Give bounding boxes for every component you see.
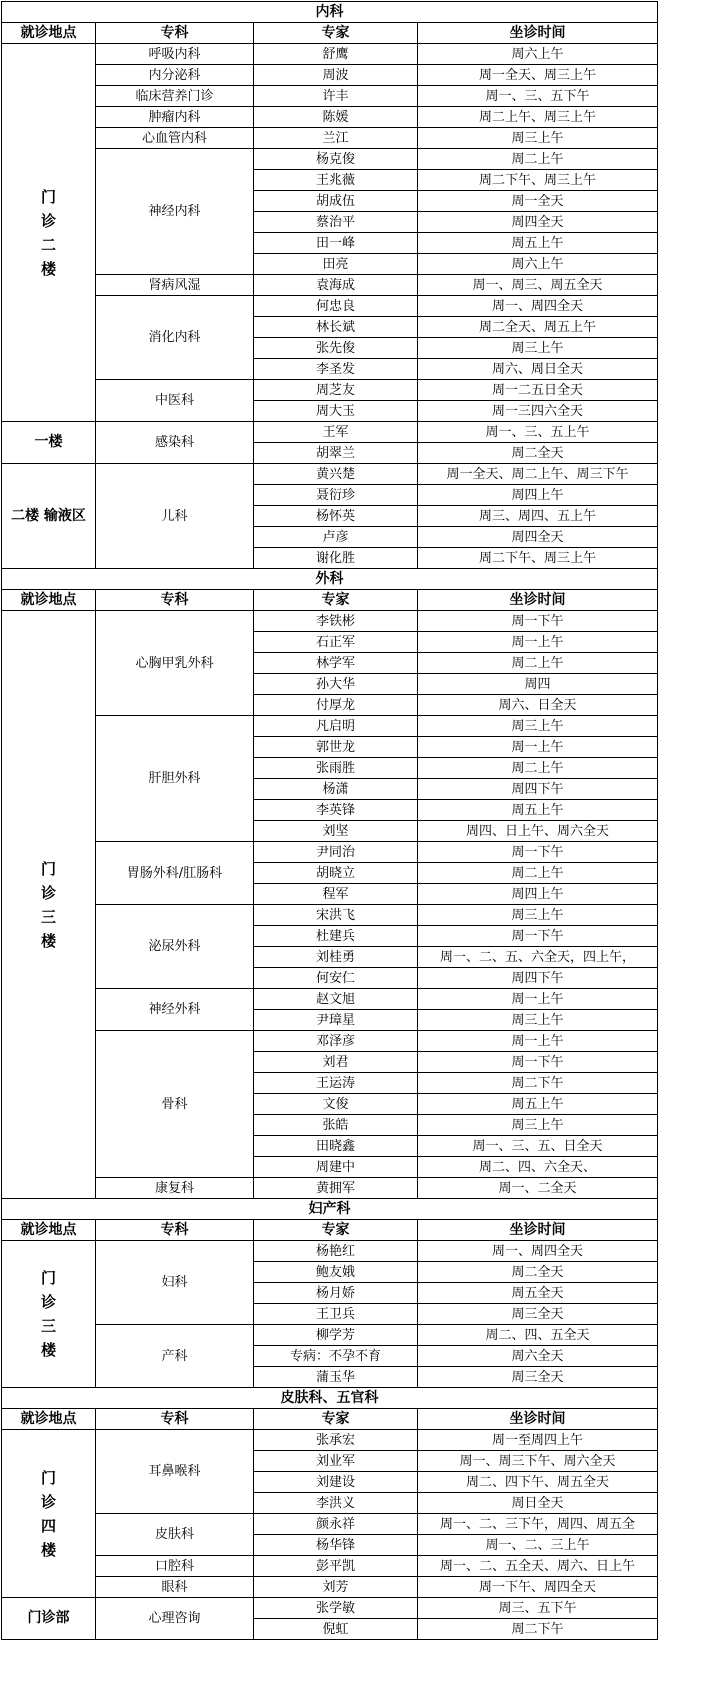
time-cell: 周五全天 (418, 1283, 658, 1304)
location-cell: 一楼 (2, 422, 96, 464)
column-header-specialty: 专科 (96, 1220, 254, 1241)
location-cell: 门 诊 三 楼 (2, 611, 96, 1199)
specialty-cell: 肿瘤内科 (96, 107, 254, 128)
time-cell: 周一、周四全天 (418, 296, 658, 317)
time-cell: 周三上午 (418, 128, 658, 149)
time-cell: 周六上午 (418, 254, 658, 275)
expert-cell: 周芝友 (254, 380, 418, 401)
time-cell: 周一上午 (418, 632, 658, 653)
expert-cell: 张学敏 (254, 1598, 418, 1619)
specialty-cell: 肝胆外科 (96, 716, 254, 842)
time-cell: 周日全天 (418, 1493, 658, 1514)
time-cell: 周三上午 (418, 338, 658, 359)
location-cell: 门 诊 四 楼 (2, 1430, 96, 1598)
time-cell: 周五上午 (418, 1094, 658, 1115)
column-header-specialty: 专科 (96, 590, 254, 611)
column-header-expert: 专家 (254, 23, 418, 44)
specialty-cell: 骨科 (96, 1031, 254, 1178)
expert-cell: 李英锋 (254, 800, 418, 821)
expert-cell: 周建中 (254, 1157, 418, 1178)
section-title: 外科 (2, 569, 658, 590)
time-cell: 周二上午、周三上午 (418, 107, 658, 128)
location-cell: 二楼 输液区 (2, 464, 96, 569)
time-cell: 周一上午 (418, 1031, 658, 1052)
expert-cell: 杨月娇 (254, 1283, 418, 1304)
time-cell: 周二、四下午、周五全天 (418, 1472, 658, 1493)
specialty-cell: 感染科 (96, 422, 254, 464)
column-header-specialty: 专科 (96, 23, 254, 44)
expert-cell: 郭世龙 (254, 737, 418, 758)
expert-cell: 王兆薇 (254, 170, 418, 191)
column-header-row (2, 590, 658, 611)
specialty-cell: 消化内科 (96, 296, 254, 380)
time-cell: 周四全天 (418, 527, 658, 548)
column-header-location: 就诊地点 (2, 23, 96, 44)
table-row (2, 842, 658, 863)
specialty-cell: 妇科 (96, 1241, 254, 1325)
specialty-cell: 呼吸内科 (96, 44, 254, 65)
time-cell: 周一、三、五、日全天 (418, 1136, 658, 1157)
time-cell: 周一全天、周三上午 (418, 65, 658, 86)
table-row (2, 611, 658, 632)
expert-cell: 刘芳 (254, 1577, 418, 1598)
specialty-cell: 胃肠外科/肛肠科 (96, 842, 254, 905)
time-cell: 周三上午 (418, 1115, 658, 1136)
expert-cell: 王卫兵 (254, 1304, 418, 1325)
expert-cell: 袁海成 (254, 275, 418, 296)
expert-cell: 颜永祥 (254, 1514, 418, 1535)
expert-cell: 何忠良 (254, 296, 418, 317)
expert-cell: 彭平凯 (254, 1556, 418, 1577)
time-cell: 周二上午 (418, 149, 658, 170)
time-cell: 周二下午、周三上午 (418, 548, 658, 569)
specialty-cell: 康复科 (96, 1178, 254, 1199)
expert-cell: 文俊 (254, 1094, 418, 1115)
time-cell: 周一全天、周二上午、周三下午 (418, 464, 658, 485)
expert-cell: 刘业军 (254, 1451, 418, 1472)
column-header-expert: 专家 (254, 590, 418, 611)
expert-cell: 杨怀英 (254, 506, 418, 527)
table-row (2, 905, 658, 926)
table-row (2, 380, 658, 401)
time-cell: 周五上午 (418, 800, 658, 821)
time-cell: 周四全天 (418, 212, 658, 233)
time-cell: 周三上午 (418, 1010, 658, 1031)
time-cell: 周二全天、周五上午 (418, 317, 658, 338)
column-header-row (2, 1220, 658, 1241)
expert-cell: 胡翠兰 (254, 443, 418, 464)
specialty-cell: 肾病风湿 (96, 275, 254, 296)
specialty-cell: 内分泌科 (96, 65, 254, 86)
expert-cell: 田一峰 (254, 233, 418, 254)
expert-cell: 谢化胜 (254, 548, 418, 569)
expert-cell: 杨潇 (254, 779, 418, 800)
column-header-row (2, 23, 658, 44)
table-row (2, 149, 658, 170)
time-cell: 周六上午 (418, 44, 658, 65)
time-cell: 周一、二、五全天、周六、日上午 (418, 1556, 658, 1577)
specialty-cell: 泌尿外科 (96, 905, 254, 989)
time-cell: 周二、四、五全天 (418, 1325, 658, 1346)
expert-cell: 兰江 (254, 128, 418, 149)
expert-cell: 陈媛 (254, 107, 418, 128)
specialty-cell: 产科 (96, 1325, 254, 1388)
expert-cell: 杨艳红 (254, 1241, 418, 1262)
time-cell: 周二下午 (418, 1073, 658, 1094)
expert-cell: 李铁彬 (254, 611, 418, 632)
expert-cell: 赵文旭 (254, 989, 418, 1010)
table-row (2, 1556, 658, 1577)
specialty-cell: 耳鼻喉科 (96, 1430, 254, 1514)
time-cell: 周一下午 (418, 611, 658, 632)
expert-cell: 张皓 (254, 1115, 418, 1136)
specialty-cell: 心血管内科 (96, 128, 254, 149)
expert-cell: 杨克俊 (254, 149, 418, 170)
expert-cell: 舒鹰 (254, 44, 418, 65)
section-header-row (2, 1388, 658, 1409)
column-header-time: 坐诊时间 (418, 590, 658, 611)
specialty-cell: 皮肤科 (96, 1514, 254, 1556)
schedule-table (1, 1, 658, 1640)
time-cell: 周四上午 (418, 884, 658, 905)
time-cell: 周四下午 (418, 779, 658, 800)
specialty-cell: 神经外科 (96, 989, 254, 1031)
table-row (2, 1178, 658, 1199)
expert-cell: 李圣发 (254, 359, 418, 380)
section-header-row (2, 1199, 658, 1220)
section-header-row (2, 569, 658, 590)
time-cell: 周三、周四、五上午 (418, 506, 658, 527)
specialty-cell: 临床营养门诊 (96, 86, 254, 107)
expert-cell: 刘君 (254, 1052, 418, 1073)
time-cell: 周一、三、五上午 (418, 422, 658, 443)
expert-cell: 刘建设 (254, 1472, 418, 1493)
column-header-time: 坐诊时间 (418, 23, 658, 44)
specialty-cell: 神经内科 (96, 149, 254, 275)
table-row (2, 1325, 658, 1346)
expert-cell: 聂衍珍 (254, 485, 418, 506)
expert-cell: 胡成伍 (254, 191, 418, 212)
expert-cell: 鲍友娥 (254, 1262, 418, 1283)
expert-cell: 周大玉 (254, 401, 418, 422)
time-cell: 周四 (418, 674, 658, 695)
specialty-cell: 心理咨询 (96, 1598, 254, 1640)
specialty-cell: 中医科 (96, 380, 254, 422)
specialty-cell: 儿科 (96, 464, 254, 569)
table-row (2, 422, 658, 443)
expert-cell: 倪虹 (254, 1619, 418, 1640)
time-cell: 周三上午 (418, 905, 658, 926)
expert-cell: 王运涛 (254, 1073, 418, 1094)
table-row (2, 464, 658, 485)
section-title: 皮肤科、五官科 (2, 1388, 658, 1409)
expert-cell: 尹同治 (254, 842, 418, 863)
expert-cell: 林长斌 (254, 317, 418, 338)
time-cell: 周一、二、三下午，周四、周五全 (418, 1514, 658, 1535)
section-header-row (2, 2, 658, 23)
time-cell: 周二下午 (418, 1619, 658, 1640)
expert-cell: 何安仁 (254, 968, 418, 989)
time-cell: 周四上午 (418, 485, 658, 506)
expert-cell: 宋洪飞 (254, 905, 418, 926)
time-cell: 周四下午 (418, 968, 658, 989)
expert-cell: 杜建兵 (254, 926, 418, 947)
expert-cell: 尹璋星 (254, 1010, 418, 1031)
expert-cell: 许丰 (254, 86, 418, 107)
expert-cell: 刘桂勇 (254, 947, 418, 968)
time-cell: 周三全天 (418, 1304, 658, 1325)
table-row (2, 296, 658, 317)
time-cell: 周三、五下午 (418, 1598, 658, 1619)
section-title: 妇产科 (2, 1199, 658, 1220)
expert-cell: 张雨胜 (254, 758, 418, 779)
section-title: 内科 (2, 2, 658, 23)
expert-cell: 周波 (254, 65, 418, 86)
column-header-time: 坐诊时间 (418, 1409, 658, 1430)
table-row (2, 1514, 658, 1535)
time-cell: 周一下午 (418, 1052, 658, 1073)
column-header-expert: 专家 (254, 1220, 418, 1241)
column-header-location: 就诊地点 (2, 1220, 96, 1241)
expert-cell: 黄拥军 (254, 1178, 418, 1199)
table-row (2, 44, 658, 65)
expert-cell: 李洪义 (254, 1493, 418, 1514)
time-cell: 周三全天 (418, 1367, 658, 1388)
table-row (2, 86, 658, 107)
location-cell: 门 诊 二 楼 (2, 44, 96, 422)
table-row (2, 275, 658, 296)
expert-cell: 蔡治平 (254, 212, 418, 233)
expert-cell: 程军 (254, 884, 418, 905)
table-row (2, 65, 658, 86)
table-row (2, 1598, 658, 1619)
location-cell: 门诊部 (2, 1598, 96, 1640)
time-cell: 周六、周日全天 (418, 359, 658, 380)
time-cell: 周二上午 (418, 758, 658, 779)
time-cell: 周六、日全天 (418, 695, 658, 716)
time-cell: 周一、三、五下午 (418, 86, 658, 107)
specialty-cell: 心胸甲乳外科 (96, 611, 254, 716)
specialty-cell: 眼科 (96, 1577, 254, 1598)
column-header-location: 就诊地点 (2, 1409, 96, 1430)
expert-cell: 张先俊 (254, 338, 418, 359)
expert-cell: 王军 (254, 422, 418, 443)
expert-cell: 邓泽彦 (254, 1031, 418, 1052)
expert-cell: 柳学芳 (254, 1325, 418, 1346)
time-cell: 周二上午 (418, 653, 658, 674)
time-cell: 周四、日上午、周六全天 (418, 821, 658, 842)
time-cell: 周二下午、周三上午 (418, 170, 658, 191)
expert-cell: 专病：不孕不育 (254, 1346, 418, 1367)
location-cell: 门 诊 三 楼 (2, 1241, 96, 1388)
table-row (2, 107, 658, 128)
time-cell: 周一至周四上午 (418, 1430, 658, 1451)
table-row (2, 1430, 658, 1451)
table-row (2, 1577, 658, 1598)
time-cell: 周一下午 (418, 842, 658, 863)
expert-cell: 杨华锋 (254, 1535, 418, 1556)
time-cell: 周五上午 (418, 233, 658, 254)
expert-cell: 石正军 (254, 632, 418, 653)
time-cell: 周一、二、三上午 (418, 1535, 658, 1556)
time-cell: 周一上午 (418, 989, 658, 1010)
time-cell: 周二、四、六全天、 (418, 1157, 658, 1178)
expert-cell: 胡晓立 (254, 863, 418, 884)
expert-cell: 林学军 (254, 653, 418, 674)
column-header-specialty: 专科 (96, 1409, 254, 1430)
time-cell: 周二全天 (418, 1262, 658, 1283)
column-header-location: 就诊地点 (2, 590, 96, 611)
time-cell: 周一上午 (418, 737, 658, 758)
time-cell: 周一三四六全天 (418, 401, 658, 422)
time-cell: 周一、周三下午、周六全天 (418, 1451, 658, 1472)
time-cell: 周一二五日全天 (418, 380, 658, 401)
time-cell: 周三上午 (418, 716, 658, 737)
expert-cell: 黄兴楚 (254, 464, 418, 485)
expert-cell: 凡启明 (254, 716, 418, 737)
time-cell: 周一、二、五、六全天，四上午， (418, 947, 658, 968)
time-cell: 周一全天 (418, 191, 658, 212)
time-cell: 周一、二全天 (418, 1178, 658, 1199)
expert-cell: 田晓鑫 (254, 1136, 418, 1157)
time-cell: 周一下午 (418, 926, 658, 947)
expert-cell: 孙大华 (254, 674, 418, 695)
table-row (2, 128, 658, 149)
expert-cell: 付厚龙 (254, 695, 418, 716)
time-cell: 周一下午、周四全天 (418, 1577, 658, 1598)
table-row (2, 1241, 658, 1262)
expert-cell: 田亮 (254, 254, 418, 275)
column-header-row (2, 1409, 658, 1430)
column-header-expert: 专家 (254, 1409, 418, 1430)
time-cell: 周二全天 (418, 443, 658, 464)
time-cell: 周一、周三、周五全天 (418, 275, 658, 296)
specialty-cell: 口腔科 (96, 1556, 254, 1577)
expert-cell: 张承宏 (254, 1430, 418, 1451)
column-header-time: 坐诊时间 (418, 1220, 658, 1241)
expert-cell: 卢彦 (254, 527, 418, 548)
time-cell: 周二上午 (418, 863, 658, 884)
time-cell: 周六全天 (418, 1346, 658, 1367)
table-row (2, 1031, 658, 1052)
expert-cell: 刘坚 (254, 821, 418, 842)
table-row (2, 716, 658, 737)
time-cell: 周一、周四全天 (418, 1241, 658, 1262)
expert-cell: 蒲玉华 (254, 1367, 418, 1388)
